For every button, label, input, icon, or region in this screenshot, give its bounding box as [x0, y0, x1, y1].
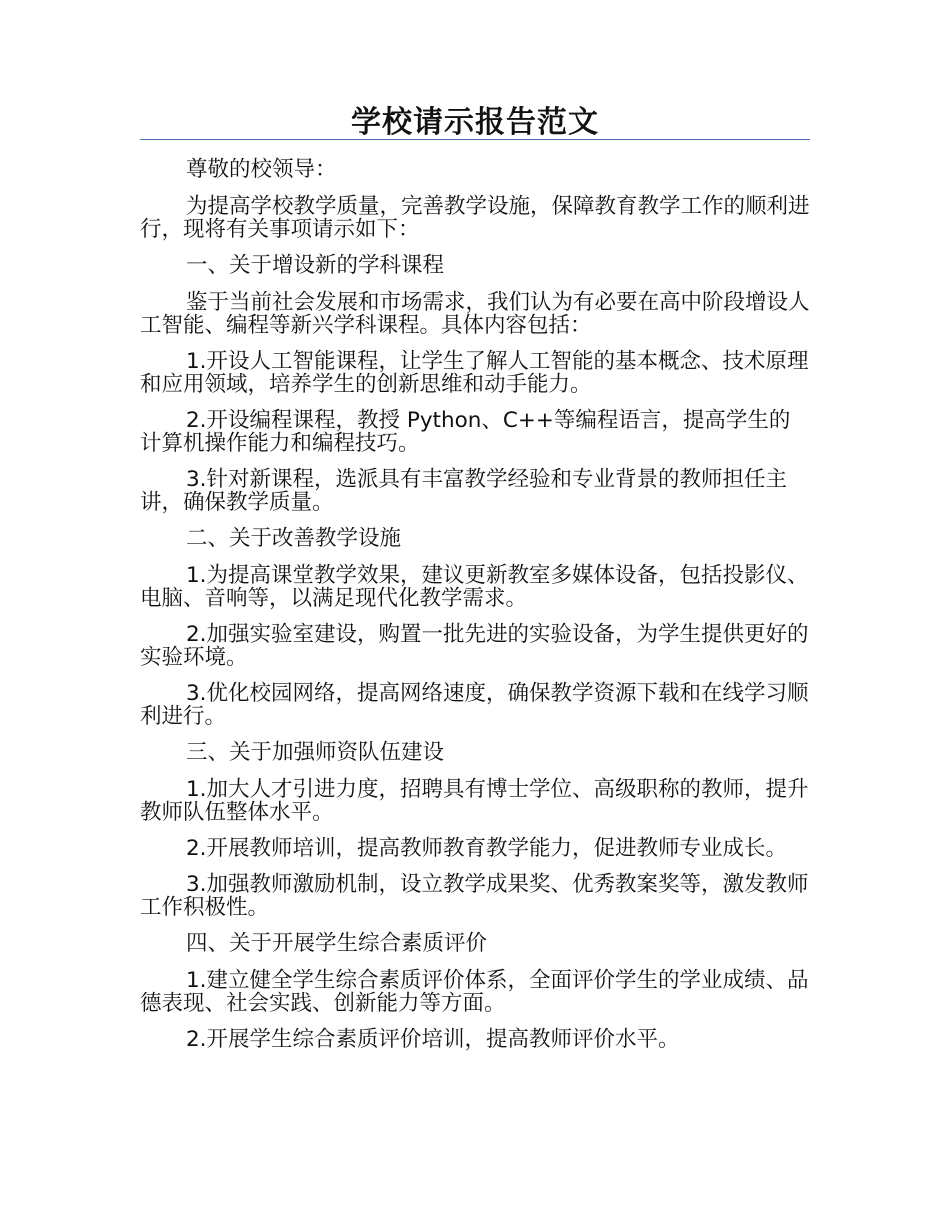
section-heading-3: 三、关于加强师资队伍建设: [186, 740, 445, 765]
salutation: 尊敬的校领导：: [186, 157, 337, 182]
section-heading-2: 二、关于改善教学设施: [186, 526, 402, 551]
section-heading-1: 一、关于增设新的学科课程: [186, 253, 445, 278]
section-4-item-1: 1.建立健全学生综合素质评价体系，全面评价学生的学业成绩、品德表现、社会实践、创新能力等方面。: [140, 968, 809, 1016]
section-4-item-2: 2.开展学生综合素质评价培训，提高教师评价水平。: [186, 1027, 680, 1052]
section-1-item-3: 3.针对新课程，选派具有丰富教学经验和专业背景的教师担任主讲，确保教学质量。: [140, 467, 788, 515]
section-1-item-2: 2.开设编程课程，教授 Python、C++等编程语言，提高学生的计算机操作能力和编程技巧。: [140, 408, 791, 456]
section-2-item-3: 3.优化校园网络，提高网络速度，确保教学资源下载和在线学习顺利进行。: [140, 681, 809, 729]
section-3-item-2: 2.开展教师培训，提高教师教育教学能力，促进教师专业成长。: [186, 836, 788, 861]
section-3-item-1: 1.加大人才引进力度，招聘具有博士学位、高级职称的教师，提升教师队伍整体水平。: [140, 777, 809, 825]
title-underline: [140, 139, 810, 140]
section-3-item-3: 3.加强教师激励机制，设立教学成果奖、优秀教案奖等，激发教师工作积极性。: [140, 872, 809, 920]
document-body: [140, 158, 810, 1065]
section-heading-4: 四、关于开展学生综合素质评价: [186, 931, 488, 956]
section-1-item-1: 1.开设人工智能课程，让学生了解人工智能的基本概念、技术原理和应用领域，培养学生的创新思维和动手能力。: [140, 349, 809, 397]
section-2-item-1: 1.为提高课堂教学效果，建议更新教室多媒体设备，包括投影仪、电脑、音响等，以满足现代化教学需求。: [140, 563, 809, 611]
section-2-item-2: 2.加强实验室建设，购置一批先进的实验设备，为学生提供更好的实验环境。: [140, 622, 809, 670]
section-1-intro: 鉴于当前社会发展和市场需求，我们认为有必要在高中阶段增设人工智能、编程等新兴学科课程。具体内容包括：: [140, 290, 810, 338]
document-title: 学校请示报告范文: [351, 105, 599, 140]
intro-paragraph: 为提高学校教学质量，完善教学设施，保障教育教学工作的顺利进行，现将有关事项请示如下：: [140, 194, 810, 242]
